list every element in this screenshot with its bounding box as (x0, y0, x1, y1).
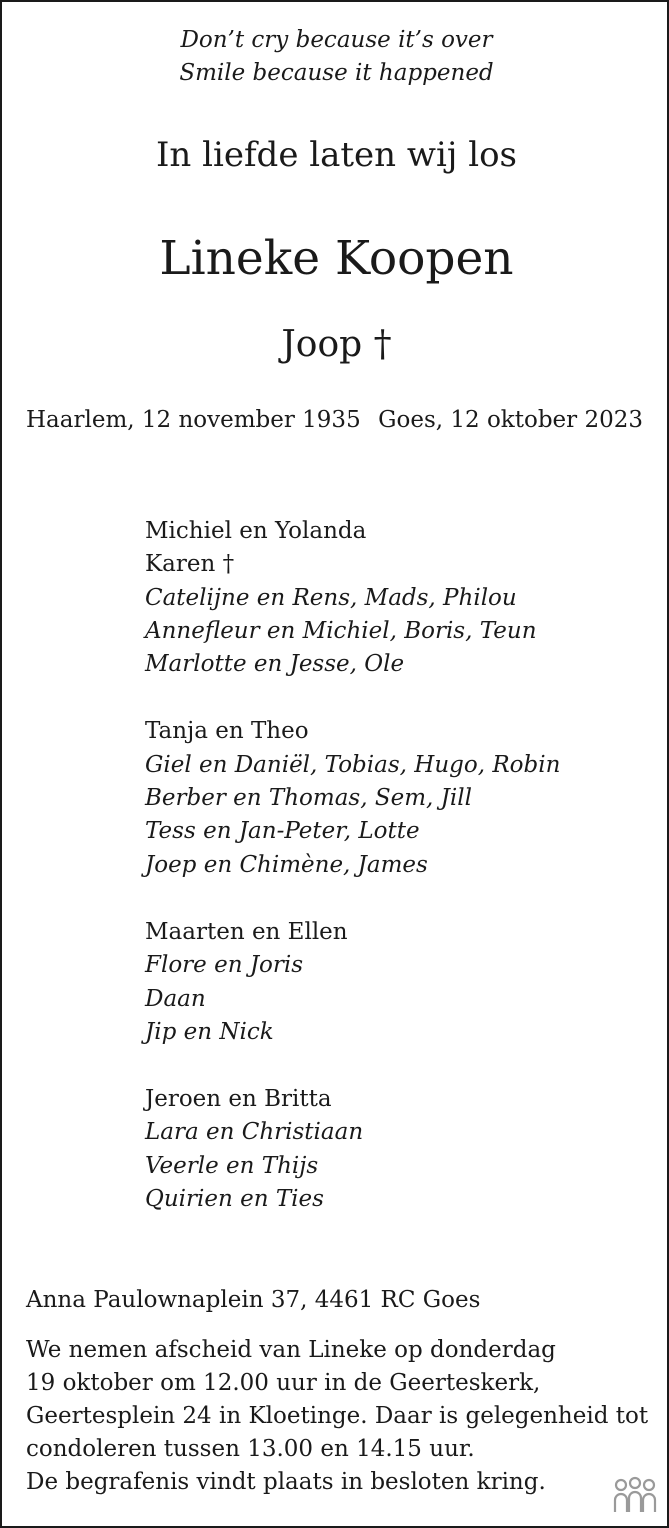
family-member-line: Marlotte en Jesse, Ole (145, 651, 405, 678)
family-group-head: Tanja en Theo (145, 718, 309, 745)
family-group (145, 515, 560, 681)
family-member-line: Flore en Joris (145, 952, 304, 979)
service-line: We nemen afscheid van Lineke op donderdag (26, 1337, 556, 1363)
family-group-head: Michiel en Yolanda (145, 518, 367, 544)
service-line: Geertesplein 24 in Kloetinge. Daar is gelegenheid tot (26, 1403, 649, 1429)
family-member-line: Joep en Chimène, James (145, 851, 428, 878)
death-date: Goes, 12 oktober 2023 (378, 407, 643, 433)
family-member-line: Tess en Jan-Peter, Lotte (145, 818, 420, 845)
home-address: Anna Paulownaplein 37, 4461 RC Goes (26, 1287, 481, 1313)
service-line: De begrafenis vindt plaats in besloten kring. (26, 1469, 546, 1495)
family-member-line: Daan (145, 985, 206, 1012)
family-group (145, 916, 560, 1049)
family-group (145, 715, 560, 881)
people-group-icon (612, 1476, 658, 1516)
family-member-line: Lara en Christiaan (145, 1119, 364, 1146)
family-group-head: Jeroen en Britta (145, 1086, 332, 1113)
family-group-head: Maarten en Ellen (145, 918, 348, 945)
family-member-line: Giel en Daniël, Tobias, Hugo, Robin (145, 751, 561, 778)
partner-name: Joop † (281, 324, 392, 365)
service-line: condoleren tussen 13.00 en 14.15 uur. (26, 1436, 475, 1462)
service-notice (26, 1334, 648, 1499)
family-member-line: Berber en Thomas, Sem, Jill (145, 785, 472, 812)
family-member-line: Catelijne en Rens, Mads, Philou (145, 584, 517, 611)
family-member-line: Annefleur en Michiel, Boris, Teun (145, 617, 537, 644)
quote-line-1: Don’t cry because it’s over (180, 27, 493, 53)
quote-line-2: Smile because it happened (179, 60, 494, 86)
family-member-line: Veerle en Thijs (145, 1152, 319, 1179)
family-list (145, 515, 560, 1250)
quote (2, 24, 669, 90)
family-member-line: Karen † (145, 551, 235, 578)
service-line: 19 oktober om 12.00 uur in de Geerteskerk, (26, 1370, 541, 1396)
family-group (145, 1083, 560, 1216)
deceased-name: Lineke Koopen (159, 231, 514, 286)
birth-date: Haarlem, 12 november 1935 (26, 407, 361, 433)
family-member-line: Jip en Nick (145, 1018, 274, 1045)
family-member-line: Quirien en Ties (145, 1186, 324, 1213)
heading: In liefde laten wij los (155, 135, 518, 175)
